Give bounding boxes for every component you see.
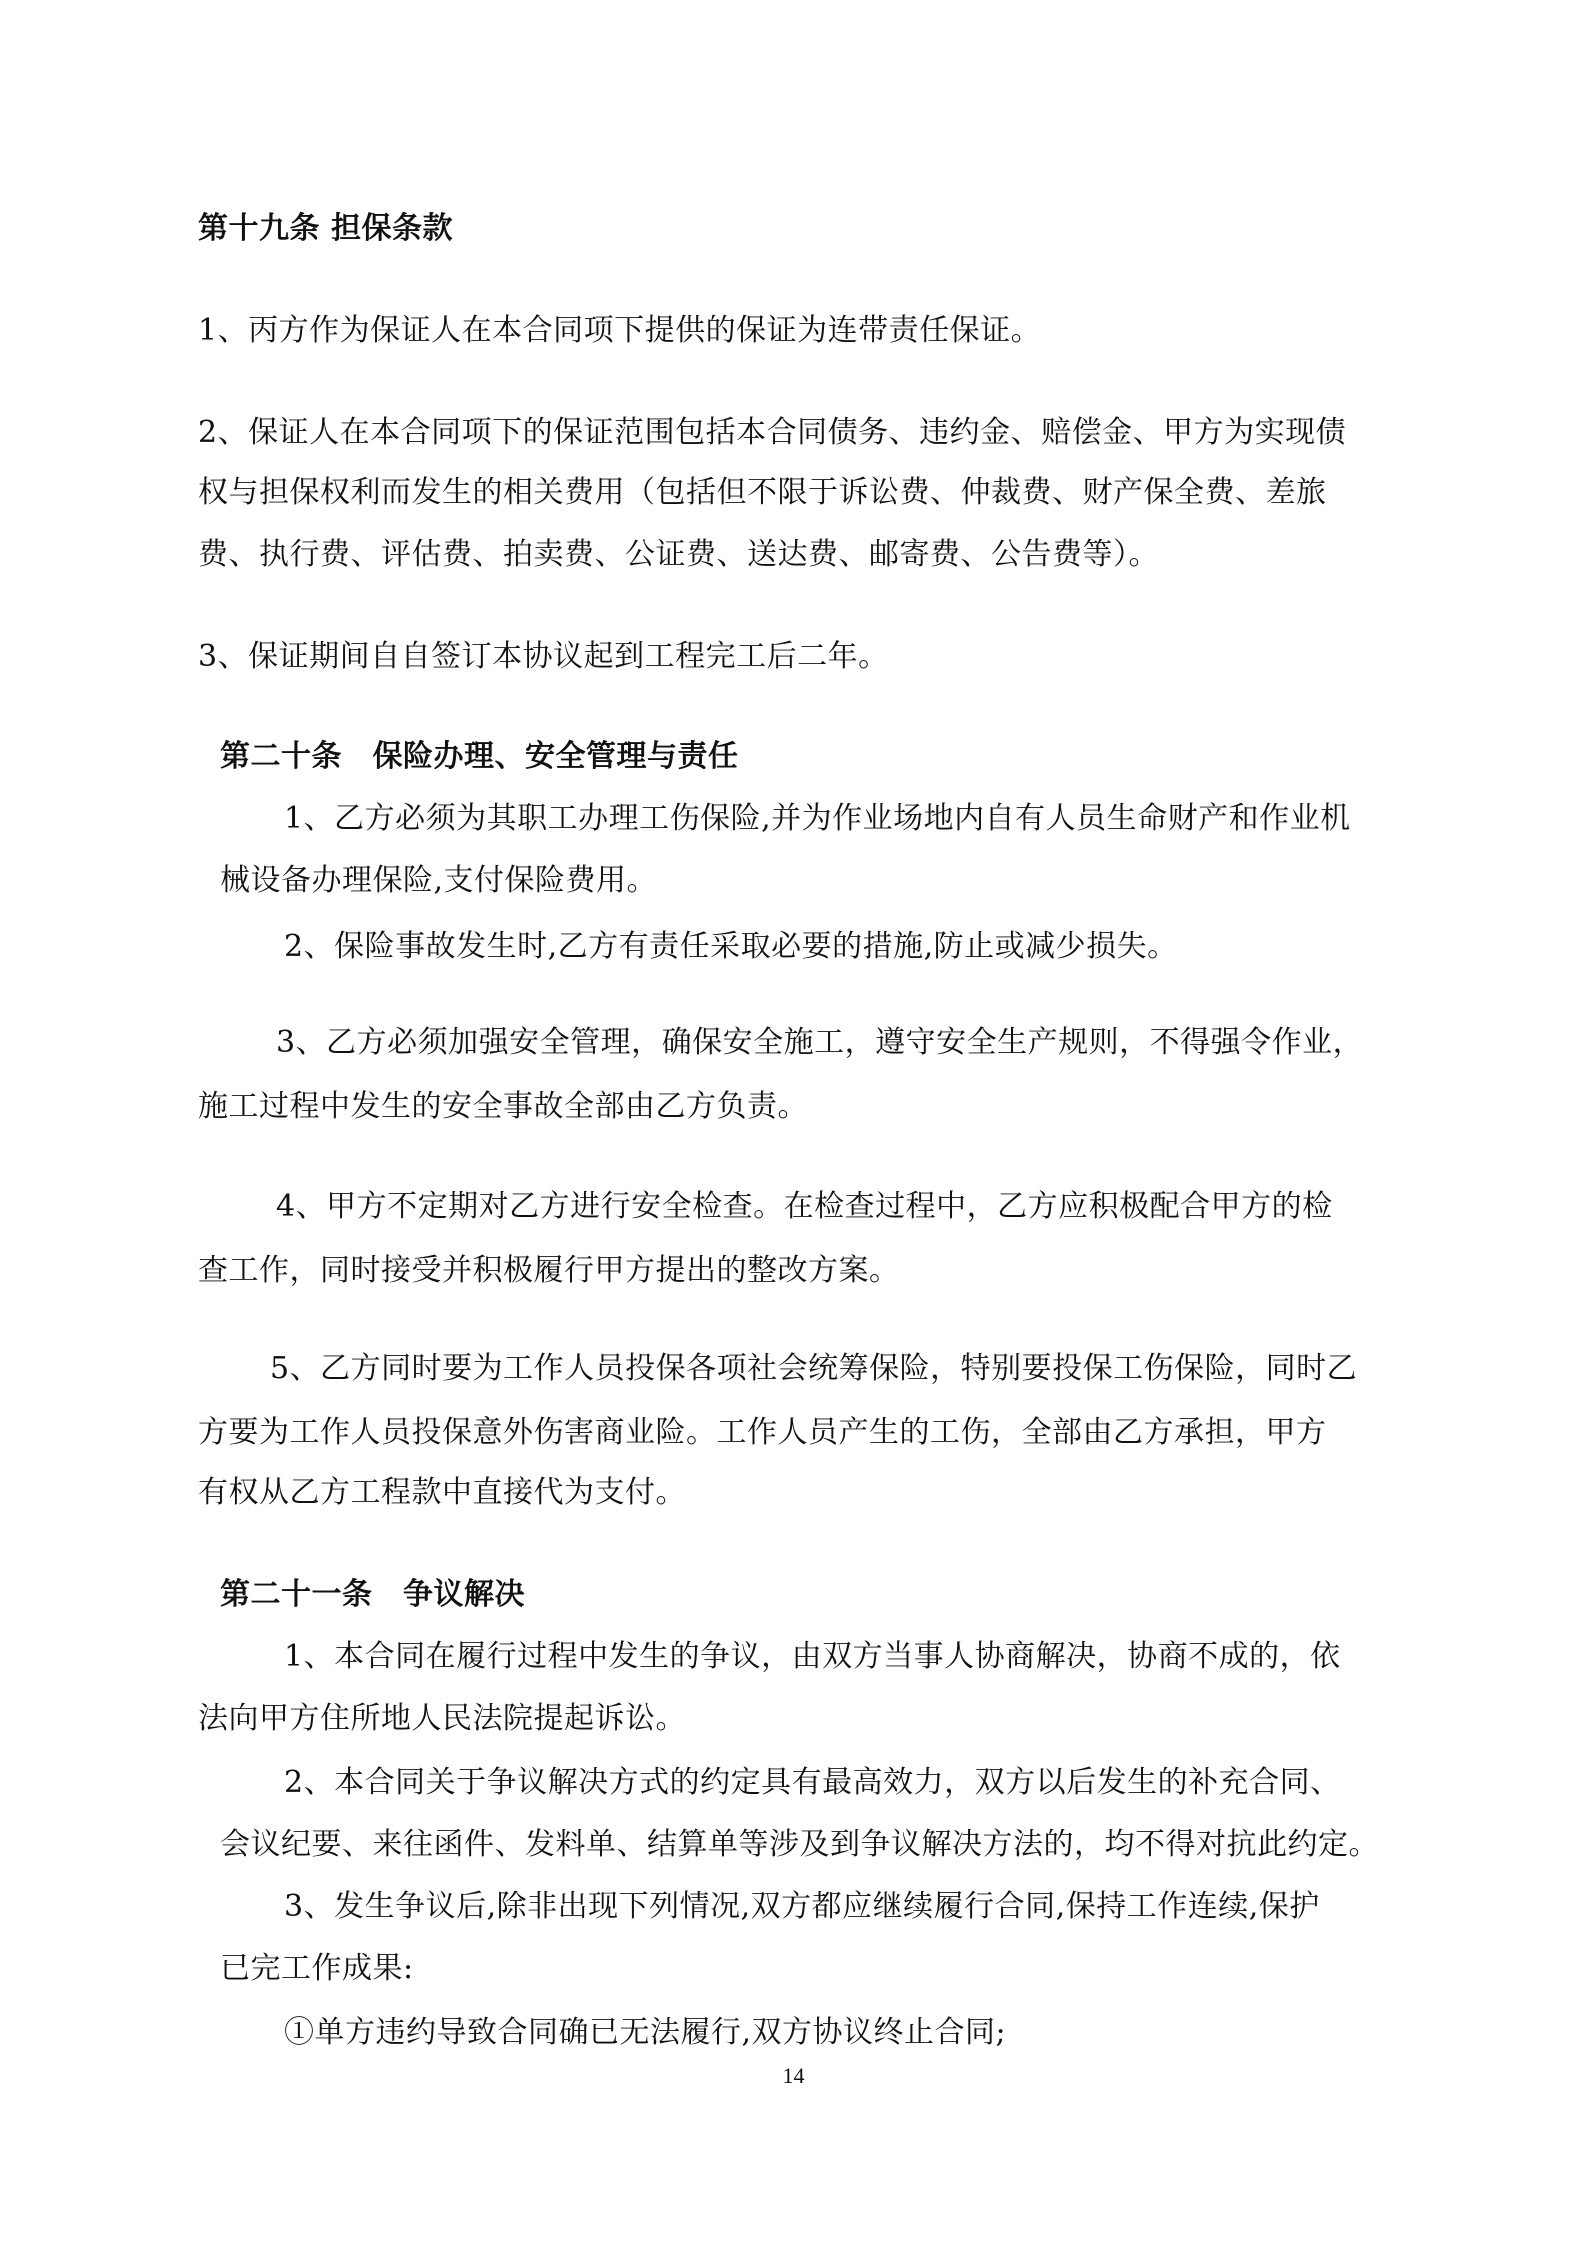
article-20-clause-4-line-2: 查工作，同时接受并积极履行甲方提出的整改方案。 [198, 1253, 900, 1288]
article-21-clause-3-line-2: 已完工作成果: [220, 1951, 414, 1986]
article-19-clause-3: 3、保证期间自自签订本协议起到工程完工后二年。 [198, 639, 889, 674]
article-20-clause-1-line-1: 1、乙方必须为其职工办理工伤保险,并为作业场地内自有人员生命财产和作业机 [284, 801, 1351, 836]
article-20-clause-2: 2、保险事故发生时,乙方有责任采取必要的措施,防止或减少损失。 [284, 929, 1178, 964]
article-19-heading: 第十九条 担保条款 [198, 211, 453, 246]
article-19-clause-2-line-3: 费、执行费、评估费、拍卖费、公证费、送达费、邮寄费、公告费等）。 [198, 537, 1159, 572]
article-21-clause-3-item-1: ①单方违约导致合同确已无法履行,双方协议终止合同; [284, 2015, 1007, 2050]
article-19-clause-2-line-2: 权与担保权利而发生的相关费用（包括但不限于诉讼费、仲裁费、财产保全费、差旅 [198, 475, 1327, 510]
article-21-clause-2-line-1: 2、本合同关于争议解决方式的约定具有最高效力，双方以后发生的补充合同、 [284, 1765, 1341, 1800]
article-19-clause-1: 1、丙方作为保证人在本合同项下提供的保证为连带责任保证。 [198, 313, 1042, 348]
article-21-heading: 第二十一条 争议解决 [220, 1577, 525, 1612]
article-21-clause-2-line-2: 会议纪要、来往函件、发料单、结算单等涉及到争议解决方法的，均不得对抗此约定。 [220, 1827, 1379, 1862]
page-number: 14 [782, 2063, 805, 2088]
article-20-clause-5-line-2: 方要为工作人员投保意外伤害商业险。工作人员产生的工伤，全部由乙方承担，甲方 [198, 1415, 1327, 1450]
article-21-clause-1-line-1: 1、本合同在履行过程中发生的争议，由双方当事人协商解决，协商不成的，依 [284, 1639, 1341, 1674]
article-21-clause-1-line-2: 法向甲方住所地人民法院提起诉讼。 [198, 1701, 686, 1736]
article-20-heading: 第二十条 保险办理、安全管理与责任 [220, 739, 739, 774]
article-19-clause-2-line-1: 2、保证人在本合同项下的保证范围包括本合同债务、违约金、赔偿金、甲方为实现债 [198, 415, 1347, 450]
article-20-clause-5-line-3: 有权从乙方工程款中直接代为支付。 [198, 1475, 686, 1510]
article-20-clause-4-line-1: 4、甲方不定期对乙方进行安全检查。在检查过程中，乙方应积极配合甲方的检 [276, 1189, 1333, 1224]
article-21-clause-3-line-1: 3、发生争议后,除非出现下列情况,双方都应继续履行合同,保持工作连续,保护 [284, 1889, 1320, 1924]
article-20-clause-5-line-1: 5、乙方同时要为工作人员投保各项社会统筹保险，特别要投保工伤保险，同时乙 [270, 1351, 1358, 1386]
article-20-clause-3-line-1: 3、乙方必须加强安全管理，确保安全施工，遵守安全生产规则，不得强令作业， [276, 1025, 1364, 1060]
article-20-clause-3-line-2: 施工过程中发生的安全事故全部由乙方负责。 [198, 1089, 808, 1124]
article-20-clause-1-line-2: 械设备办理保险,支付保险费用。 [220, 863, 658, 898]
